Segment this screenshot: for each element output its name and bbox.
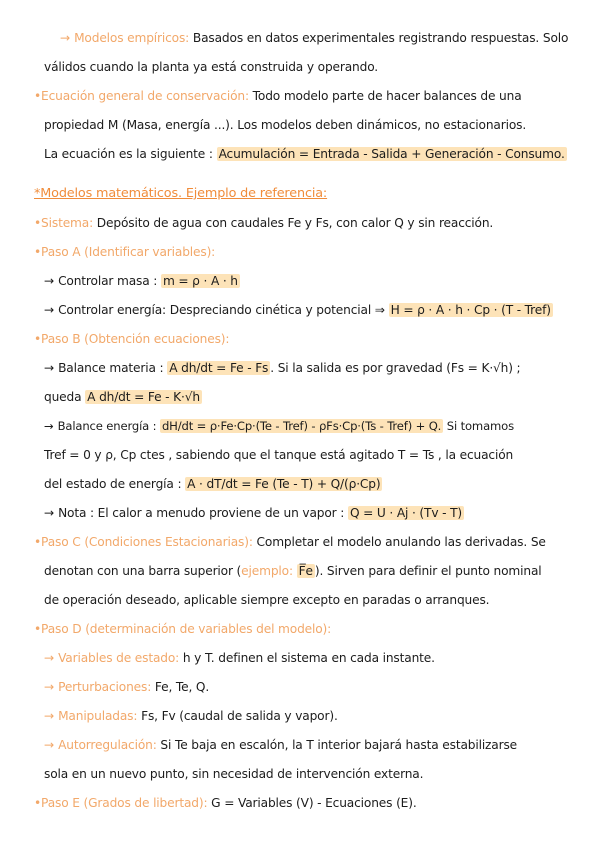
- note-line: [44, 476, 382, 492]
- bullet-icon: •: [34, 216, 42, 230]
- note-text: del estado de energía :: [44, 477, 182, 491]
- highlighted-formula: dH/dt = ρ·Fe·Cp·(Te - Tref) - ρFs·Cp·(Ts - Tref) + Q.: [161, 419, 442, 433]
- term-label: Manipuladas:: [58, 709, 138, 723]
- note-text: propiedad M (Masa, energía ...). Los modelos deben dinámicos, no estacionarios.: [44, 118, 527, 132]
- bullet-icon: •: [34, 245, 42, 259]
- term-label: Paso A (Identificar variables):: [41, 245, 216, 259]
- term-label: Sistema:: [41, 216, 94, 230]
- highlighted-formula: H = ρ · A · h · Cp · (T - Tref): [390, 303, 551, 317]
- term-label: Autorregulación:: [58, 738, 157, 752]
- note-text: válidos cuando la planta ya está construida y operando.: [44, 60, 379, 74]
- term-label: Variables de estado:: [58, 651, 180, 665]
- note-line: [44, 766, 423, 782]
- term-label: ejemplo:: [241, 564, 293, 578]
- bullet-icon: •: [34, 332, 42, 346]
- note-text: La ecuación es la siguiente :: [44, 147, 213, 161]
- note-text: Si tomamos: [446, 419, 514, 433]
- note-line: [44, 273, 240, 289]
- section-heading: [34, 186, 327, 202]
- arrow-icon: →: [44, 738, 55, 752]
- note-text: G = Variables (V) - Ecuaciones (E).: [211, 796, 417, 810]
- note-text: Basados en datos experimentales registrando respuestas. Solo: [192, 31, 569, 45]
- note-text: Completar el modelo anulando las derivadas. Se: [256, 535, 546, 549]
- bullet-icon: •: [34, 89, 42, 103]
- term-label: Paso B (Obtención ecuaciones):: [41, 332, 230, 346]
- bullet-icon: •: [34, 622, 42, 636]
- highlighted-formula: m = ρ · A · h: [162, 274, 238, 288]
- note-line: [44, 146, 567, 162]
- note-line: [34, 215, 493, 231]
- highlighted-formula: A dh/dt = Fe - K·√h: [87, 390, 200, 404]
- note-text: Controlar energía: Despreciando cinética y potencial ⇒: [58, 303, 385, 317]
- note-line: [34, 621, 331, 637]
- arrow-icon: →: [44, 419, 54, 433]
- note-line: [60, 30, 568, 46]
- term-label: Paso E (Grados de libertad):: [41, 796, 208, 810]
- term-label: Modelos empíricos:: [74, 31, 190, 45]
- arrow-icon: →: [44, 680, 55, 694]
- note-line: [44, 737, 517, 753]
- note-line: [44, 679, 209, 695]
- highlighted-formula: A dh/dt = Fe - Fs: [169, 361, 269, 375]
- heading-text: *Modelos matemáticos. Ejemplo de referencia:: [34, 186, 328, 201]
- arrow-icon: →: [60, 31, 71, 45]
- note-text: Fs, Fv (caudal de salida y vapor).: [141, 709, 338, 723]
- note-line: [44, 302, 553, 318]
- note-line: [44, 650, 435, 666]
- highlighted-formula: A · dT/dt = Fe (Te - T) + Q/(ρ·Cp): [187, 477, 381, 491]
- note-line: [34, 88, 522, 104]
- highlighted-formula: F̅e: [298, 564, 313, 578]
- note-line: [44, 59, 378, 75]
- note-line: [44, 117, 526, 133]
- note-text: denotan con una barra superior (: [44, 564, 242, 578]
- term-label: Ecuación general de conservación:: [41, 89, 249, 103]
- note-text: . Si la salida es por gravedad (Fs = K·√h) ;: [270, 361, 521, 375]
- bullet-icon: •: [34, 796, 42, 810]
- term-label: Paso C (Condiciones Estacionarias):: [41, 535, 253, 549]
- arrow-icon: →: [44, 361, 55, 375]
- note-line: [44, 592, 489, 608]
- note-line: [34, 244, 215, 260]
- note-line: [44, 418, 514, 434]
- note-line: [44, 563, 542, 579]
- highlighted-formula: Acumulación = Entrada - Salida + Generación - Consumo.: [218, 147, 565, 161]
- arrow-icon: →: [44, 506, 55, 520]
- note-line: [44, 360, 521, 376]
- note-text: Si Te baja en escalón, la T interior bajará hasta estabilizarse: [160, 738, 518, 752]
- arrow-icon: →: [44, 303, 55, 317]
- bullet-icon: •: [34, 535, 42, 549]
- note-text: sola en un nuevo punto, sin necesidad de intervención externa.: [44, 767, 424, 781]
- note-text: ). Sirven para definir el punto nominal: [314, 564, 542, 578]
- note-line: [34, 534, 546, 550]
- term-label: Perturbaciones:: [58, 680, 152, 694]
- arrow-icon: →: [44, 274, 55, 288]
- note-text: Depósito de agua con caudales Fe y Fs, con calor Q y sin reacción.: [96, 216, 494, 230]
- note-line: [44, 389, 202, 405]
- note-text: Balance materia :: [58, 361, 164, 375]
- highlighted-formula: Q = U · Aj · (Tv - T): [349, 506, 462, 520]
- note-text: queda: [44, 390, 82, 404]
- note-text: Fe, Te, Q.: [154, 680, 210, 694]
- arrow-icon: →: [44, 709, 55, 723]
- note-line: [44, 447, 513, 463]
- note-text: Balance energía :: [57, 419, 157, 433]
- arrow-icon: →: [44, 651, 55, 665]
- note-line: [44, 708, 338, 724]
- note-line: [44, 505, 464, 521]
- note-text: Nota : El calor a menudo proviene de un vapor :: [58, 506, 345, 520]
- note-text: Controlar masa :: [58, 274, 158, 288]
- note-line: [34, 331, 229, 347]
- note-text: Todo modelo parte de hacer balances de una: [252, 89, 522, 103]
- note-text: de operación deseado, aplicable siempre excepto en paradas o arranques.: [44, 593, 490, 607]
- note-text: h y T. definen el sistema en cada instante.: [182, 651, 435, 665]
- term-label: Paso D (determinación de variables del modelo):: [41, 622, 332, 636]
- note-line: [34, 795, 417, 811]
- note-text: Tref = 0 y ρ, Cp ctes , sabiendo que el tanque está agitado T = Ts , la ecuación: [44, 448, 514, 462]
